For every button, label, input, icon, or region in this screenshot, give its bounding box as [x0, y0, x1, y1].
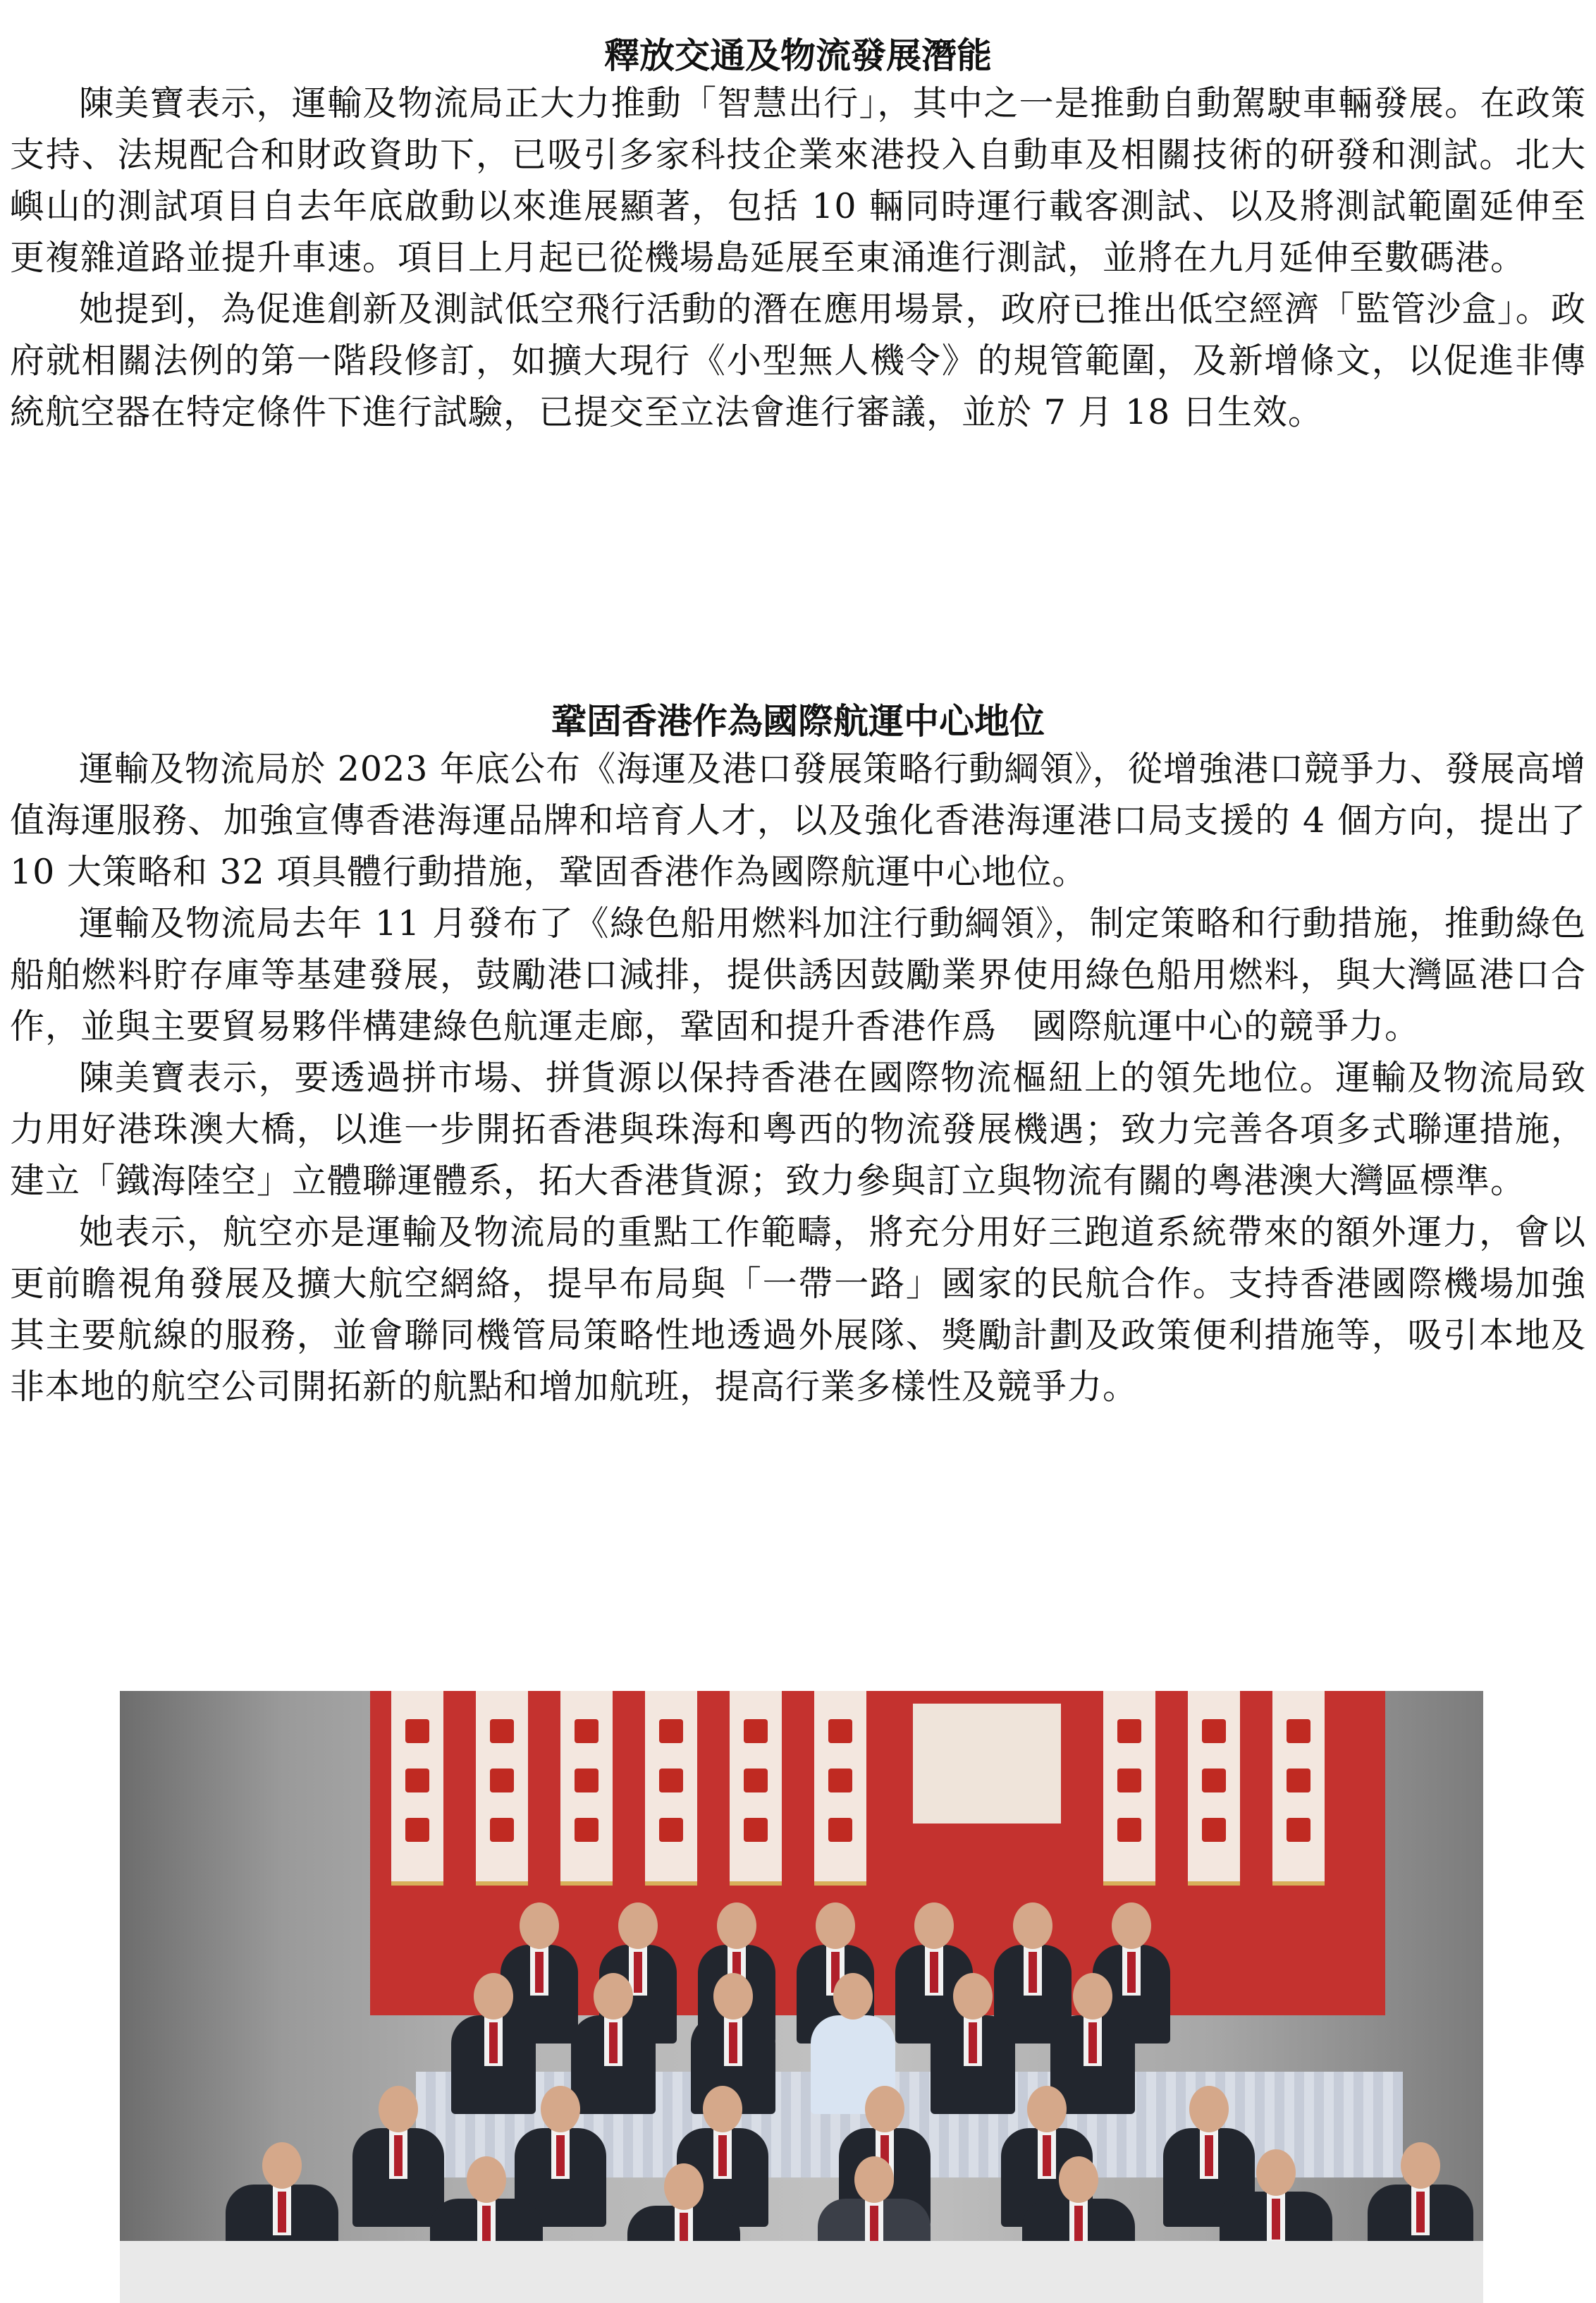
event-emblem-panel — [913, 1704, 1061, 1824]
body-paragraph: 她表示，航空亦是運輸及物流局的重點工作範疇，將充分用好三跑道系統帶來的額外運力，會以更前瞻視角發展及擴大航空網絡，提早布局與「一帶一路」國家的民航合作。支持香港國際機場加強其主要航線的服務，並會聯同機管局策略性地透過外展隊、獎勵計劃及政策便利措施等，吸引本地及非本地的航空公司開拓新的航點和增加航班，提高行業多樣性及競爭力。 — [10, 1212, 1586, 1407]
section-heading: 釋放交通及物流發展潛能 — [604, 35, 992, 76]
banner — [476, 1691, 528, 1886]
body-paragraph: 運輸及物流局去年 11 月發布了《綠色船用燃料加注行動綱領》，制定策略和行動措施，推動綠色船舶燃料貯存庫等基建發展，鼓勵港口減排，提供誘因鼓勵業界使用綠色船用燃料，與大灣區港口合作，並與主要貿易夥伴構建綠色航運走廊，鞏固和提升香港作爲 國際航運中心的競爭力。 — [10, 903, 1586, 1046]
body-paragraph: 運輸及物流局於 2023 年底公布《海運及港口發展策略行動綱領》，從增強港口競爭力、發展高增值海運服務、加強宣傳香港海運品牌和培育人才，以及強化香港海運港口局支援的 4 個方向，提出了 10 大策略和 32 項具體行動措施，鞏固香港作為國際航運中心地位。 — [10, 749, 1586, 892]
banner — [391, 1691, 443, 1886]
banner — [1272, 1691, 1325, 1886]
article-section-2 — [10, 700, 1586, 1412]
banner — [730, 1691, 782, 1886]
group-photo — [120, 1691, 1483, 2303]
section-heading: 鞏固香港作為國際航運中心地位 — [551, 700, 1045, 742]
body-paragraph: 她提到，為促進創新及測試低空飛行活動的潛在應用場景，政府已推出低空經濟「監管沙盒」。政府就相關法例的第一階段修訂，如擴大現行《小型無人機令》的規管範圍，及新增條文，以促進非傳統航空器在特定條件下進行試驗，已提交至立法會進行審議，並於 7 月 18 日生效。 — [10, 289, 1586, 432]
body-paragraph: 陳美寶表示，運輸及物流局正大力推動「智慧出行」，其中之一是推動自動駕駛車輛發展。在政策支持、法規配合和財政資助下，已吸引多家科技企業來港投入自動車及相關技術的研發和測試。北大嶼山的測試項目自去年底啟動以來進展顯著，包括 10 輛同時運行載客測試、以及將測試範圍延伸至更複雜道路並提升車速。項目上月起已從機場島延展至東涌進行測試，並將在九月延伸至數碼港。 — [10, 83, 1586, 278]
body-paragraph: 陳美寶表示，要透過拼市場、拼貨源以保持香港在國際物流樞紐上的領先地位。運輸及物流局致力用好港珠澳大橋，以進一步開拓香港與珠海和粵西的物流發展機遇；致力完善各項多式聯運措施，建立「鐵海陸空」立體聯運體系，拓大香港貨源；致力參與訂立與物流有關的粵港澳大灣區標準。 — [10, 1058, 1586, 1201]
banner — [1103, 1691, 1155, 1886]
banner — [645, 1691, 697, 1886]
front-table — [120, 2241, 1483, 2303]
banner — [814, 1691, 866, 1886]
banner — [560, 1691, 613, 1886]
article-section-1 — [10, 34, 1586, 438]
banner — [1188, 1691, 1240, 1886]
